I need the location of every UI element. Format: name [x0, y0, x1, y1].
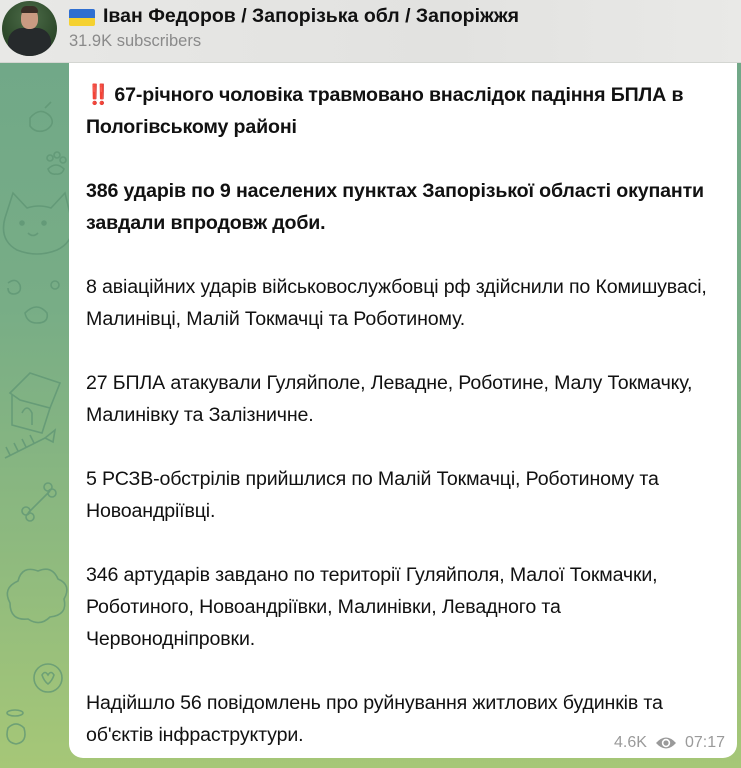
message-paragraph-mlrs: 5 РСЗВ-обстрілів прийшлися по Малій Токмачці, Роботиному та Новоандріївці. [86, 468, 659, 522]
double-exclamation-icon: ‼️ [86, 84, 109, 106]
avatar-person-hair [21, 6, 38, 13]
message-meta [614, 734, 725, 752]
view-count: 4.6K [614, 734, 647, 751]
subscriber-count: 31.9K subscribers [69, 32, 202, 50]
avatar-person-body [8, 28, 51, 56]
channel-header[interactable] [0, 0, 741, 63]
ukraine-flag-icon [69, 9, 95, 26]
headline-text: 67-річного чоловіка травмовано внаслідок падіння БПЛА в Пологівському районі [86, 84, 684, 138]
message-paragraph-artillery: 346 артударів завдано по території Гуляйполя, Малої Токмачки, Роботиного, Новоандріївки, Малинівки, Левадного та Червонодніпровки. [86, 564, 658, 650]
message-time: 07:17 [684, 734, 725, 751]
message-paragraph-air-strikes: 8 авіаційних ударів військовослужбовці рф здійснили по Комишувасі, Малинівці, Малій Токмачці та Роботиному. [86, 276, 707, 330]
message-paragraph-drones: 27 БПЛА атакували Гуляйполе, Левадне, Роботине, Малу Токмачку, Малинівку та Залізничне. [86, 372, 693, 426]
channel-title-text: Іван Федоров / Запорізька обл / Запоріжжя [103, 5, 520, 27]
message-paragraph-damage-reports: Надійшло 56 повідомлень про руйнування житлових будинків та об'єктів інфраструктури. [86, 692, 663, 746]
message-summary: 386 ударів по 9 населених пунктах Запорізької області окупанти завдали впродовж доби. [86, 180, 704, 234]
eye-icon [655, 736, 677, 750]
message-headline [86, 79, 719, 143]
message-bubble[interactable] [69, 63, 737, 758]
channel-avatar[interactable] [2, 1, 57, 56]
message-text [86, 79, 719, 751]
channel-title[interactable] [69, 5, 519, 28]
